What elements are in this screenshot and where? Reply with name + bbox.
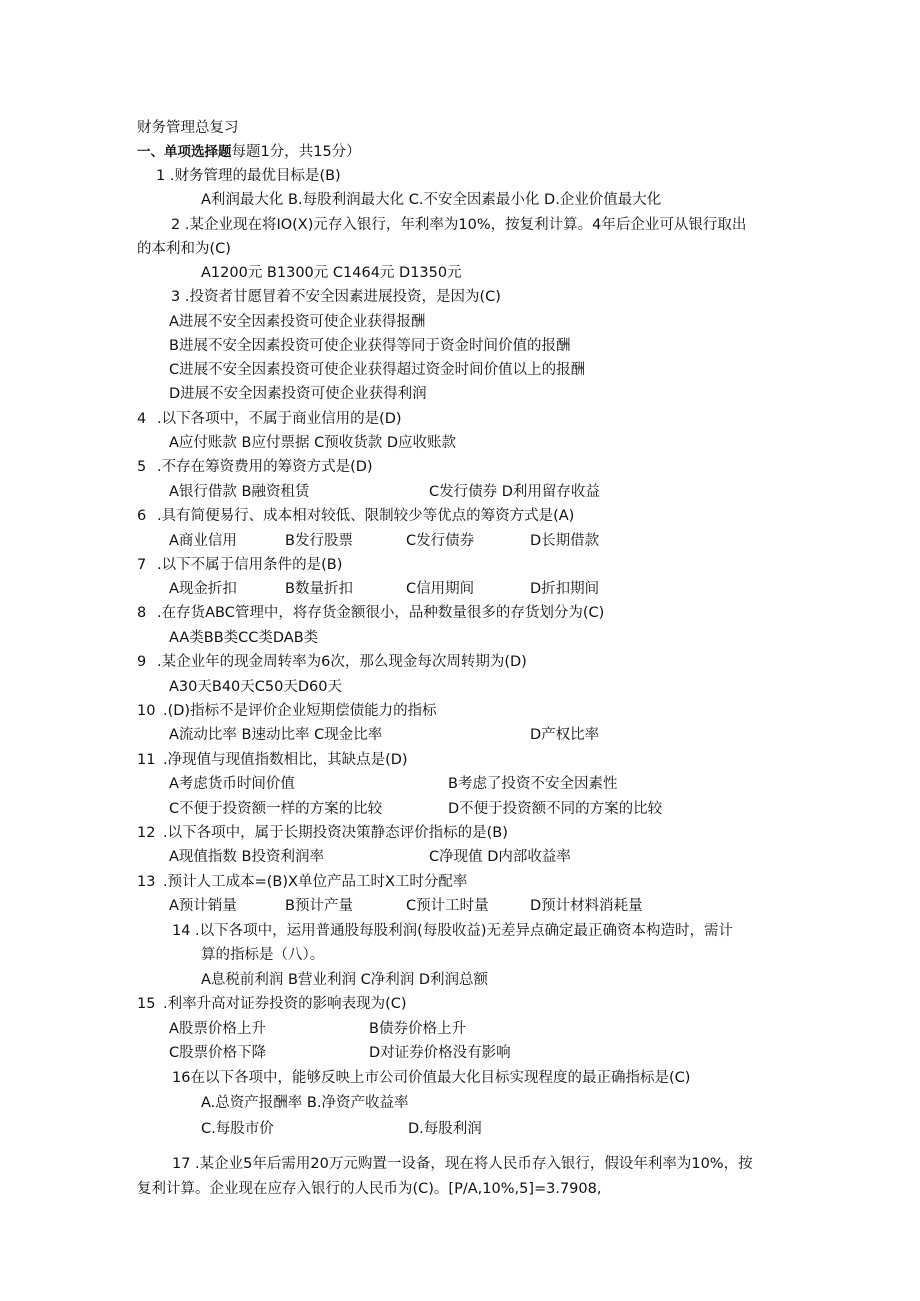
question-3-option-c: C进展不安全因素投资可使企业获得超过资金时间价值以上的报酬 (169, 362, 586, 378)
question-11-option-d: D不便于投资额不同的方案的比较 (448, 801, 663, 817)
question-16-stem: 16在以下各项中，能够反映上市公司价值最大化目标实现程度的最正确指标是(C) (172, 1070, 691, 1086)
question-13-option-a: A预计销量 (169, 898, 237, 914)
question-8-options: AA类BB类CC类DAB类 (169, 630, 319, 646)
question-16-option-d: D.每股利润 (408, 1121, 482, 1137)
question-2-stem: 2 .某企业现在将IO(X)元存入银行，年利率为10%，按复利计算。4年后企业可从银行取出 (171, 217, 747, 233)
question-9-stem: .某企业年的现金周转率为6次，那么现金每次周转期为(D) (157, 654, 527, 670)
question-2-options: A1200元 B1300元 C1464元 D1350元 (201, 265, 462, 281)
question-6-number: 6 (137, 508, 147, 524)
question-7-option-c: C信用期间 (406, 581, 475, 597)
question-13-stem: .预计人工成本=(B)X单位产品工时X工时分配率 (163, 874, 468, 890)
question-17-stem-cont: 复利计算。企业现在应存入银行的人民币为(C)。[P/A,10%,5]=3.7908, (137, 1181, 602, 1197)
question-13-option-b: B预计产量 (285, 898, 353, 914)
question-7-stem: .以下不属于信用条件的是(B) (157, 557, 343, 573)
question-4-options: A应付账款 B应付票据 C预收货款 D应收账款 (169, 435, 456, 451)
question-15-number: 15 (137, 996, 156, 1012)
question-15-stem: .利率升高对证券投资的影响表现为(C) (163, 996, 407, 1012)
question-11-option-a: A考虑货币时间价值 (169, 776, 295, 792)
question-1-options: A利润最大化 B.每股利润最大化 C.不安全因素最小化 D.企业价值最大化 (201, 192, 662, 208)
question-5-options-ab: A银行借款 B融资租赁 (169, 484, 310, 500)
section-label: 一、单项选择题 (137, 144, 232, 160)
question-6-option-a: A商业信用 (169, 533, 237, 549)
question-16-options-ab: A.总资产报酬率 B.净资产收益率 (201, 1095, 409, 1111)
doc-title: 财务管理总复习 (137, 120, 239, 136)
question-11-option-b: B考虑了投资不安全因素性 (448, 776, 618, 792)
question-14-stem-cont: 算的指标是（八）。 (201, 947, 325, 963)
question-10-number: 10 (137, 703, 156, 719)
question-3-option-b: B进展不安全因素投资可使企业获得等同于资金时间价值的报酬 (169, 338, 571, 354)
question-7-option-d: D折扣期间 (530, 581, 600, 597)
question-6-option-c: C发行债券 (406, 533, 475, 549)
question-8-stem: .在存货ABC管理中，将存货金额很小，品种数量很多的存货划分为(C) (157, 605, 605, 621)
question-1-stem: 1 .财务管理的最优目标是(B) (156, 168, 341, 184)
question-5-number: 5 (137, 459, 147, 475)
question-13-option-d: D预计材料消耗量 (530, 898, 643, 914)
question-7-option-b: B数量折扣 (285, 581, 353, 597)
question-16-option-c: C.每股市价 (201, 1121, 274, 1137)
question-15-option-b: B债券价格上升 (369, 1021, 466, 1037)
question-3-stem: 3 .投资者甘愿冒着不安全因素进展投资，是因为(C) (171, 289, 501, 305)
question-12-options-cd: C净现值 D内部收益率 (429, 849, 571, 865)
question-12-options-ab: A现值指数 B投资利润率 (169, 849, 324, 865)
question-12-number: 12 (137, 825, 156, 841)
question-3-option-d: D进展不安全因素投资可使企业获得利润 (169, 386, 427, 402)
question-9-number: 9 (137, 654, 147, 670)
question-6-option-b: B发行股票 (285, 533, 353, 549)
question-13-number: 13 (137, 874, 156, 890)
question-2-stem-cont: 的本利和为(C) (137, 241, 231, 257)
question-10-stem: .(D)指标不是评价企业短期偿债能力的指标 (163, 703, 437, 719)
question-11-stem: .净现值与现值指数相比，其缺点是(D) (163, 752, 408, 768)
question-15-option-c: C股票价格下降 (169, 1045, 267, 1061)
question-5-stem: .不存在筹资费用的筹资方式是(D) (157, 459, 373, 475)
question-7-number: 7 (137, 557, 147, 573)
question-13-option-c: C预计工时量 (406, 898, 489, 914)
question-6-stem: .具有简便易行、成本相对较低、限制较少等优点的筹资方式是(A) (157, 508, 575, 524)
question-12-stem: .以下各项中，属于长期投资决策静态评价指标的是(B) (163, 825, 508, 841)
question-11-option-c: C不便于投资额一样的方案的比较 (169, 801, 383, 817)
question-10-option-d: D产权比率 (530, 727, 600, 743)
question-11-number: 11 (137, 752, 156, 768)
section-heading (137, 140, 361, 164)
question-15-option-a: A股票价格上升 (169, 1021, 266, 1037)
question-4-stem: .以下各项中，不属于商业信用的是(D) (157, 411, 402, 427)
question-14-stem: 14 .以下各项中，运用普通股每股利润(每股收益)无差异点确定最正确资本构造时，需计 (172, 923, 733, 939)
question-10-options-abc: A流动比率 B速动比率 C现金比率 (169, 727, 383, 743)
question-7-option-a: A现金折扣 (169, 581, 237, 597)
question-8-number: 8 (137, 605, 147, 621)
question-4-number: 4 (137, 411, 147, 427)
question-17-stem: 17 .某企业5年后需用20万元购置一设备，现在将人民币存入银行，假设年利率为10%，按 (172, 1156, 753, 1172)
question-6-option-d: D长期借款 (530, 533, 600, 549)
question-5-options-cd: C发行债券 D利用留存收益 (429, 484, 600, 500)
question-3-option-a: A进展不安全因素投资可使企业获得报酬 (169, 314, 426, 330)
question-15-option-d: D对证券价格没有影响 (369, 1045, 511, 1061)
question-9-options: A30天B40天C50天D60天 (169, 679, 342, 695)
question-14-options: A息税前利润 B营业利润 C净利润 D利润总额 (201, 972, 488, 988)
section-note: 每题1分，共15分） (231, 144, 361, 160)
